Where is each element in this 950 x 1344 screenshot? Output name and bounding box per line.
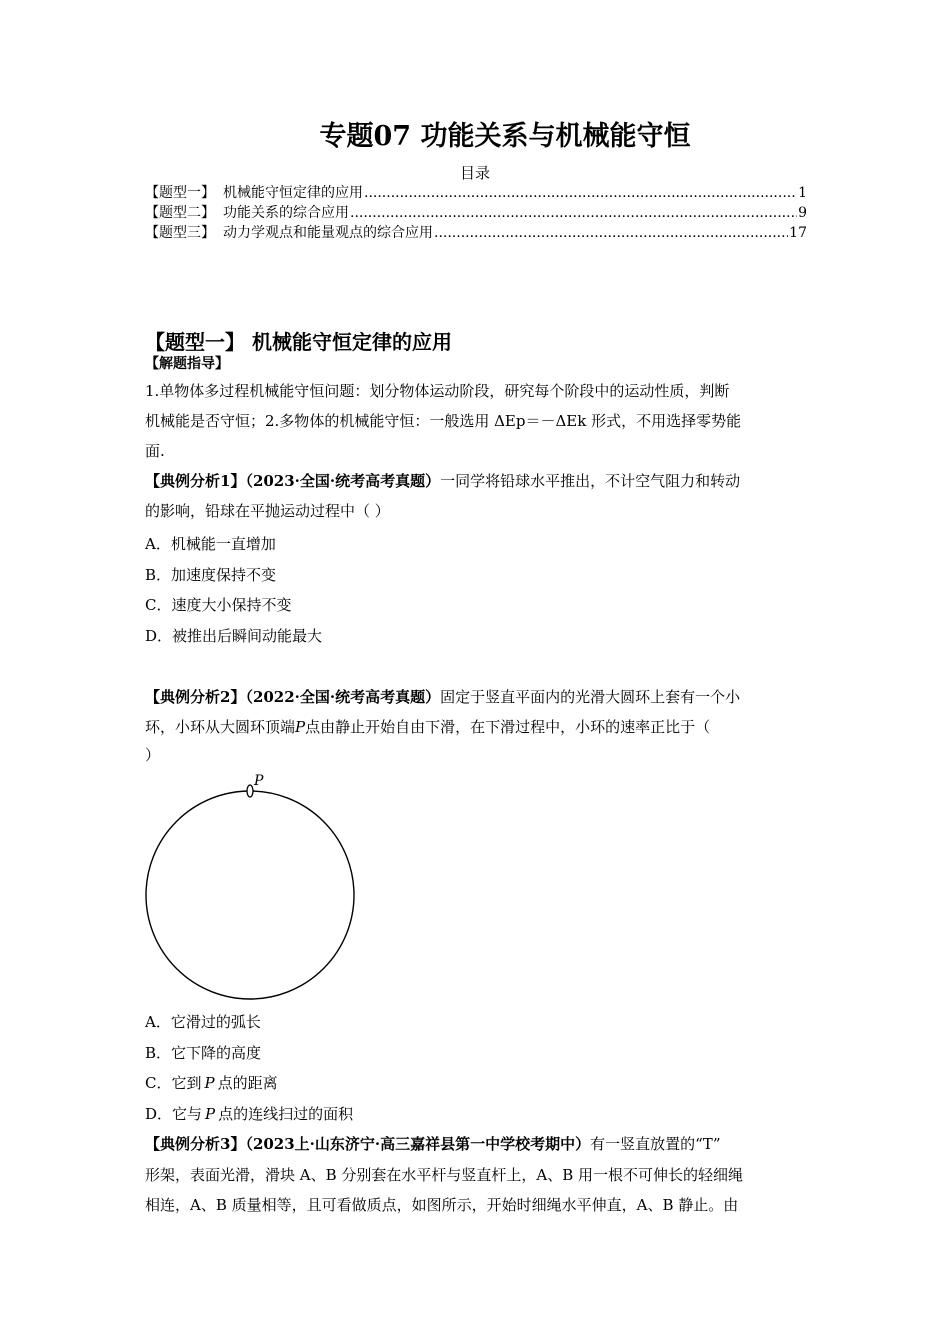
toc-item-text: 机械能守恒定律的应用 [223,185,363,201]
toc-item-page: 1 [798,185,807,201]
point-p-label: P [254,773,264,789]
option-d: D．被推出后瞬间动能最大 [145,627,323,645]
guide-line: 1.单物体多过程机械能守恒问题：划分物体运动阶段，研究每个阶段中的运动性质，判断 [145,382,730,400]
section-heading: 【题型一】 机械能守恒定律的应用 [145,330,452,354]
example1-stem [145,466,740,496]
option-text: D．它与 [145,1105,203,1123]
variable-p: P [205,1105,216,1123]
example3-stem-line: 形架，表面光滑，滑块 A、B 分别套在水平杆与竖直杆上，A、B 用一根不可伸长的轻细绳 [145,1166,744,1184]
example2-stem [145,682,740,712]
toc-item-page: 17 [789,225,807,241]
option-a [145,1007,261,1037]
example3-tag: 【典例分析3】（2023上·山东济宁·高三嘉祥县第一中学校考期中） [145,1135,591,1153]
toc-item-label: 【题型一】 [145,185,215,201]
option-text: A．它滑过的弧长 [145,1013,261,1031]
option-c: C．速度大小保持不变 [145,596,292,614]
guide-line: 面. [145,442,165,460]
example2-stem-line3: ） [145,746,161,764]
stem-text: 点由静止开始自由下滑，在下滑过程中，小环的速率正比于（ [305,718,711,736]
toc-item[interactable] [145,202,807,222]
option-a: A．机械能一直增加 [145,535,276,553]
example1-stem-line2: 的影响，铅球在平抛运动过程中（ ） [145,502,390,520]
toc-leader [364,185,797,201]
example1-tag: 【典例分析1】（2023·全国·统考高考真题） [145,472,441,490]
stem-text: 环，小环从大圆环顶端 [145,718,296,736]
small-ring [247,785,253,797]
toc-leader [434,225,788,241]
option-d [145,1099,353,1129]
guide-line: 机械能是否守恒；2.多物体的机械能守恒：一般选用 ΔEp＝－ΔEk 形式，不用选择零势能 [145,412,742,430]
toc-item-label: 【题型三】 [145,225,215,241]
example2-stem-line2 [145,712,710,742]
large-ring [146,791,354,999]
document-title: 专题07 功能关系与机械能守恒 [319,121,691,152]
toc-item-text: 功能关系的综合应用 [223,205,349,221]
toc-heading: 目录 [459,164,490,182]
toc-item-label: 【题型二】 [145,205,215,221]
guide-label: 【解题指导】 [145,356,229,372]
toc-item[interactable] [145,182,807,202]
toc-item-text: 动力学观点和能量观点的综合应用 [223,225,433,241]
example2-tag: 【典例分析2】（2022·全国·统考高考真题） [145,688,441,706]
option-text: 点的连线扫过的面积 [218,1105,354,1123]
option-text: 点的距离 [217,1074,278,1092]
option-text: C．它到 [145,1074,202,1092]
variable-p: P [204,1074,215,1092]
option-b [145,1038,261,1068]
option-text: B．它下降的高度 [145,1044,262,1062]
example1-stem-line1: 一同学将铅球水平推出，不计空气阻力和转动 [440,472,741,490]
toc-item-page: 9 [798,205,807,221]
example2-stem-line1: 固定于竖直平面内的光滑大圆环上套有一个小 [440,688,741,706]
example3-stem [145,1129,720,1159]
option-b: B．加速度保持不变 [145,566,277,584]
example3-stem-line1: 有一竖直放置的“T” [590,1135,721,1153]
variable-p: P [295,718,306,736]
circle-ring-figure [140,770,370,1005]
example3-stem-line: 相连，A、B 质量相等，且可看做质点，如图所示，开始时细绳水平伸直，A、B 静止。由 [145,1196,739,1214]
option-c [145,1068,278,1098]
toc-leader [350,205,797,221]
toc-item[interactable] [145,222,807,242]
